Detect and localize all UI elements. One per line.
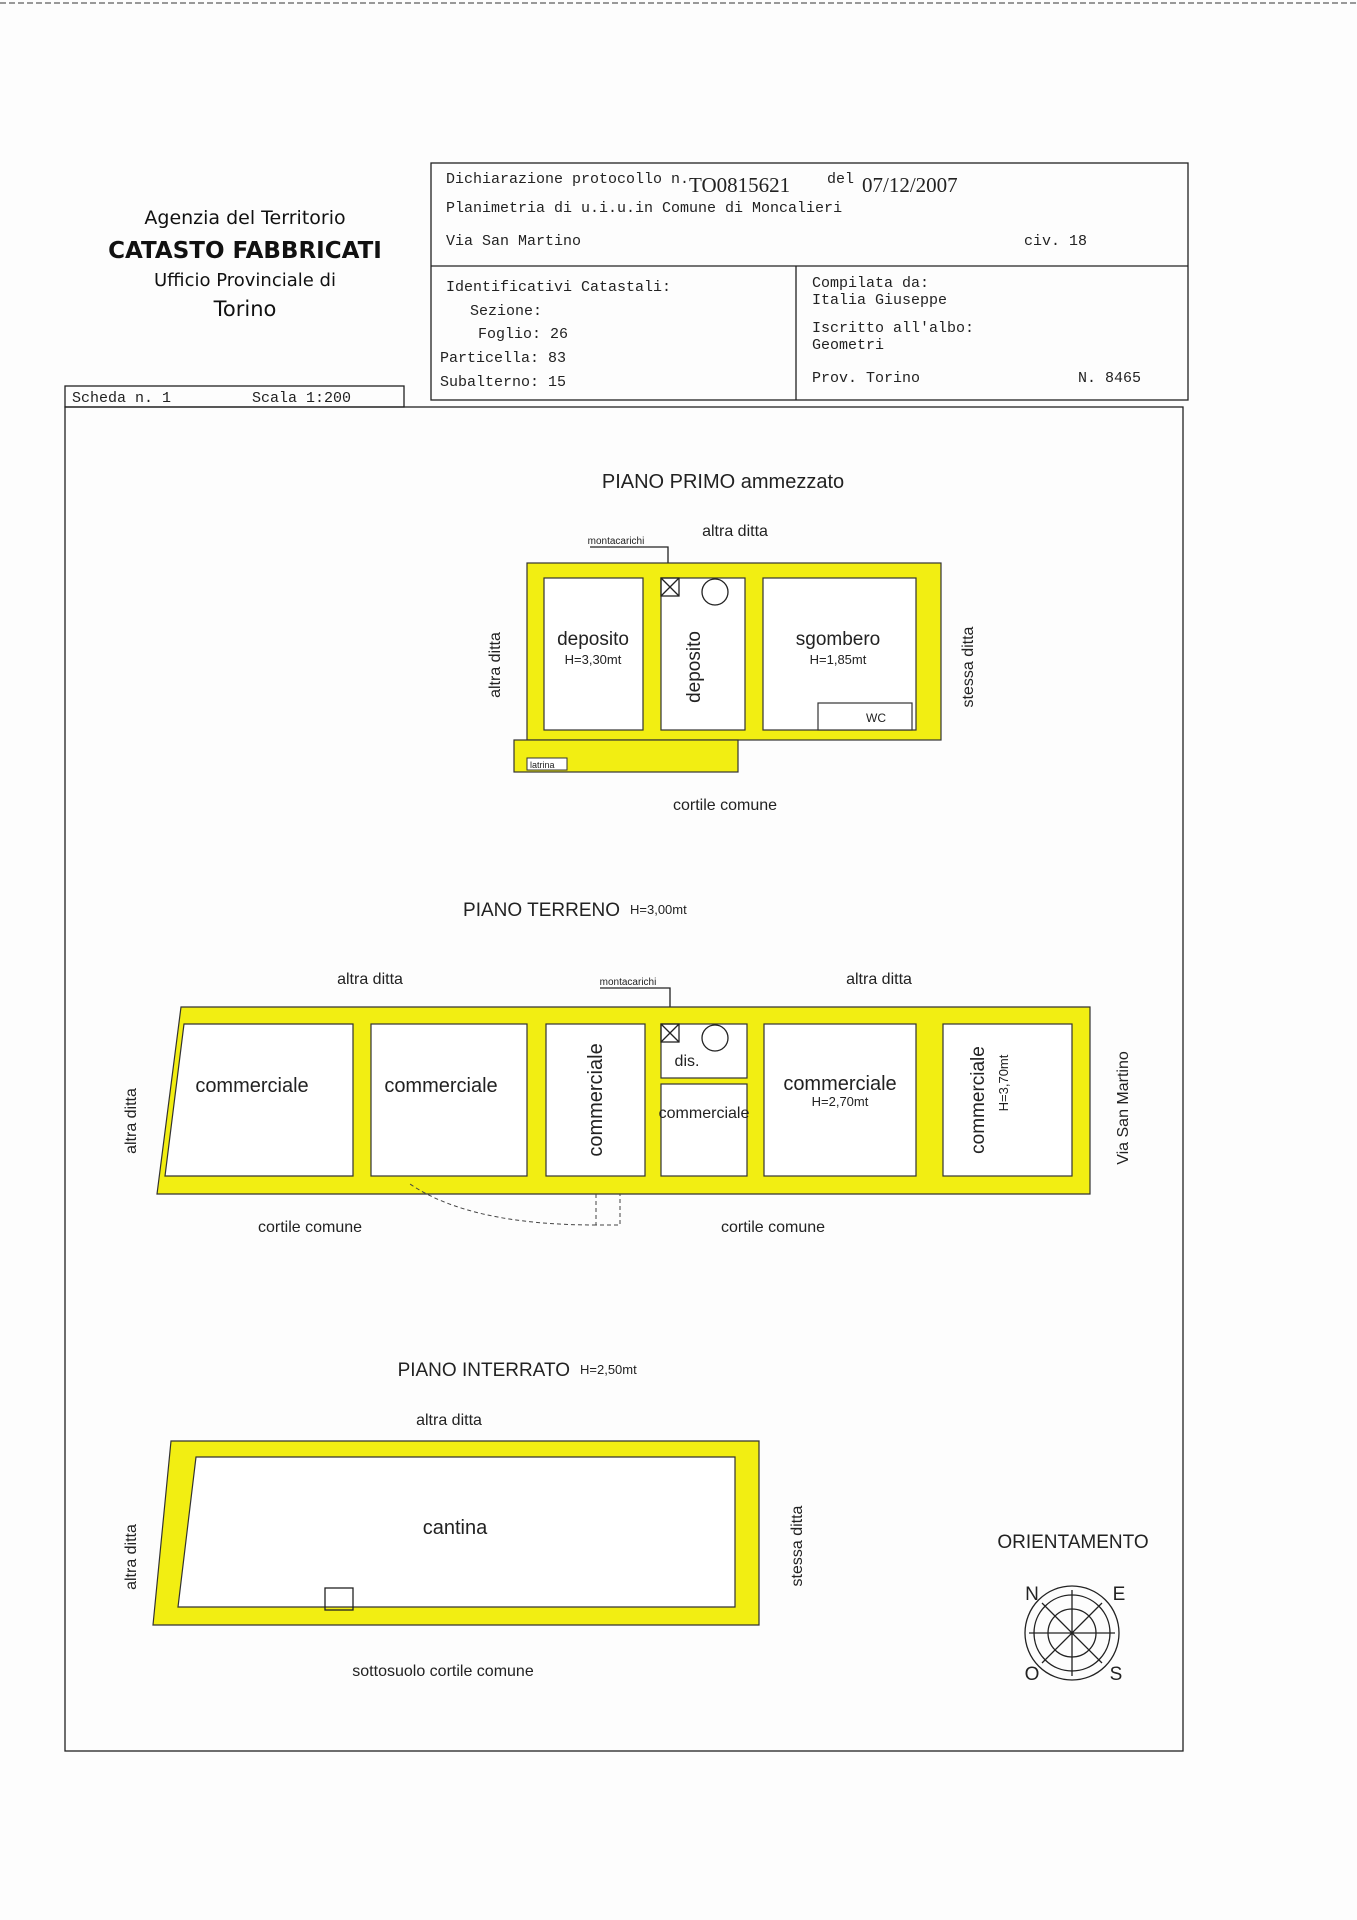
- neighbor-bottom-left: cortile comune: [257, 1219, 363, 1236]
- neighbor-left: altra ditta: [123, 1524, 140, 1590]
- agency-name: Agenzia del Territorio: [144, 207, 346, 229]
- neighbor-top: altra ditta: [416, 1412, 482, 1429]
- room-label: deposito: [684, 631, 705, 703]
- neighbor-left: altra ditta: [487, 632, 504, 698]
- floor-title: PIANO INTERRATO: [397, 1360, 570, 1381]
- floor-title: PIANO TERRENO: [463, 900, 620, 921]
- date-label: del: [827, 171, 855, 188]
- floor-height: H=2,50mt: [580, 1362, 637, 1377]
- agency-city: Torino: [213, 297, 277, 321]
- room-commerciale-1: [165, 1024, 353, 1176]
- neighbor-right: stessa ditta: [789, 1505, 806, 1587]
- neighbor-bottom: sottosuolo cortile comune: [352, 1663, 534, 1680]
- street-label: Via San Martino: [1115, 1051, 1132, 1165]
- foglio: Foglio: 26: [478, 326, 569, 343]
- compass-s: S: [1109, 1664, 1123, 1685]
- compiled-label: Compilata da:: [812, 275, 930, 292]
- room-label: cantina: [422, 1517, 488, 1539]
- room-height: H=2,70mt: [811, 1094, 869, 1109]
- floor-plan-primo: [487, 471, 977, 814]
- orientation-title: ORIENTAMENTO: [997, 1532, 1149, 1553]
- neighbor-bottom: cortile comune: [672, 797, 778, 814]
- compass-e: E: [1112, 1584, 1126, 1605]
- scheda-number: Scheda n. 1: [72, 390, 172, 407]
- compiled-name: Italia Giuseppe: [812, 292, 948, 309]
- montacarichi-label: montacarichi: [587, 536, 645, 547]
- compass-o: O: [1024, 1664, 1040, 1685]
- scale: Scala 1:200: [252, 390, 352, 407]
- wc-label: WC: [866, 711, 886, 725]
- albo-value: Geometri: [812, 337, 885, 354]
- compass-rose-icon: [1029, 1590, 1115, 1676]
- civic-number: civ. 18: [1024, 233, 1088, 250]
- province: Prov. Torino: [812, 370, 921, 387]
- floor-plan-terreno: [123, 900, 1132, 1236]
- protocol-number: TO0815621: [689, 173, 791, 197]
- address: Via San Martino: [446, 233, 582, 250]
- room-label: commerciale: [384, 1075, 498, 1097]
- neighbor-top-left: altra ditta: [337, 971, 403, 988]
- room-label: commerciale: [195, 1075, 309, 1097]
- planimetria-text: Planimetria di u.i.u.in Comune di Moncalieri: [446, 200, 843, 217]
- montacarichi-label: montacarichi: [599, 977, 657, 988]
- room-commerciale-2: [371, 1024, 527, 1176]
- agency-department: CATASTO FABBRICATI: [108, 238, 382, 264]
- protocol-date: 07/12/2007: [862, 173, 958, 197]
- wc-room: [818, 703, 912, 730]
- neighbor-bottom-right: cortile comune: [720, 1219, 826, 1236]
- floor-height: H=3,00mt: [630, 902, 687, 917]
- agency-office: Ufficio Provinciale di: [154, 270, 336, 291]
- particella: Particella: 83: [440, 350, 567, 367]
- compass-n: N: [1025, 1584, 1039, 1605]
- room-height: H=3,70mt: [996, 1054, 1011, 1112]
- room-label: commerciale: [968, 1046, 989, 1154]
- neighbor-top-right: altra ditta: [846, 971, 912, 988]
- albo-label: Iscritto all'albo:: [812, 320, 975, 337]
- orientation-compass: [997, 1532, 1148, 1685]
- protocol-label: Dichiarazione protocollo n.: [446, 171, 690, 188]
- room-label: commerciale: [783, 1073, 897, 1095]
- floor-title: PIANO PRIMO ammezzato: [601, 471, 845, 493]
- subalterno: Subalterno: 15: [440, 374, 567, 391]
- room-commerciale-4: [661, 1084, 747, 1176]
- latrina-label: latrina: [530, 760, 555, 770]
- room-label: sgombero: [795, 629, 881, 650]
- room-label: commerciale: [658, 1105, 750, 1122]
- ident-title: Identificativi Catastali:: [446, 279, 672, 296]
- sezione: Sezione:: [470, 303, 543, 320]
- registration-number: N. 8465: [1078, 370, 1142, 387]
- floor-plan-interrato: [123, 1360, 806, 1680]
- room-label: dis.: [674, 1053, 700, 1070]
- neighbor-top: altra ditta: [702, 523, 768, 540]
- room-height: H=1,85mt: [809, 652, 867, 667]
- room-height: H=3,30mt: [564, 652, 622, 667]
- room-label: deposito: [557, 629, 629, 650]
- neighbor-right: stessa ditta: [960, 626, 977, 708]
- room-label: commerciale: [585, 1043, 607, 1157]
- neighbor-left: altra ditta: [123, 1088, 140, 1154]
